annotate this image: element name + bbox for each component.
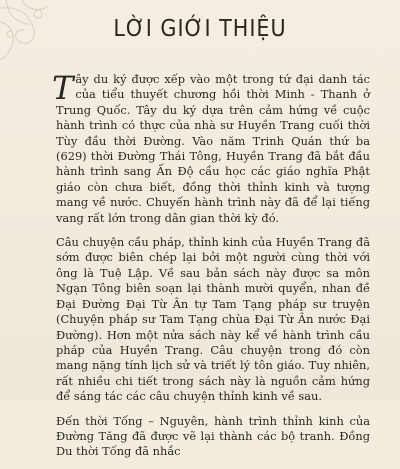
paragraph-1-text: ây du ký được xếp vào một trong tứ đại danh tác của tiểu thuyết chương hồi thời Minh - Thanh ở Trung Quốc. Tây du ký dựa trên cảm hứng về cuộc hành trình có thực của nhà sư Huyền Trang cuối thời Tùy đầu thời Đường. Vào năm Trinh Quán thứ ba (629) thời Đường Thái Tông, Huyền Trang đã bắt đầu hành trình sang Ấn Độ cầu học các giáo nghĩa Phật giáo còn chưa biết, đồng thời thỉnh kinh và tượng mang về nước. Chuyến hành trình này đã để lại tiếng vang rất lớn trong dân gian thời kỳ đó. bbox=[56, 72, 370, 225]
paragraph-1 bbox=[52, 69, 370, 226]
paragraph-3: Đến thời Tống – Nguyên, hành trình thỉnh kinh của Đường Tăng đã được vẽ lại thành các bộ tranh. Đồng Du thời Tống đã nhắc bbox=[56, 413, 370, 459]
intro-text bbox=[52, 69, 370, 469]
paragraph-2: Câu chuyện cầu pháp, thỉnh kinh của Huyền Trang đã sớm được biên chép lại bởi một người cùng thời với ông là Tuệ Lập. Về sau bản sách này được sa môn Ngạn Tông biên soạn lại thành mười quyển, nhan đề Đại Đường Đại Từ Ân tự Tam Tạng pháp sư truyện (Chuyện pháp sư Tam Tạng chùa Đại Từ Ân nước Đại Đường). Hơn một nửa sách này kể về hành trình cầu pháp của Huyền Trang. Câu chuyện trong đó còn mang nặng tính lịch sử và triết lý tôn giáo. Tuy nhiên, rất nhiều chi tiết trong sách này là nguồn cảm hứng để sáng tác các câu chuyện thỉnh kinh về sau. bbox=[56, 235, 370, 404]
drop-cap: T bbox=[52, 69, 74, 107]
page-title: LỜI GIỚI THIỆU bbox=[113, 16, 287, 42]
